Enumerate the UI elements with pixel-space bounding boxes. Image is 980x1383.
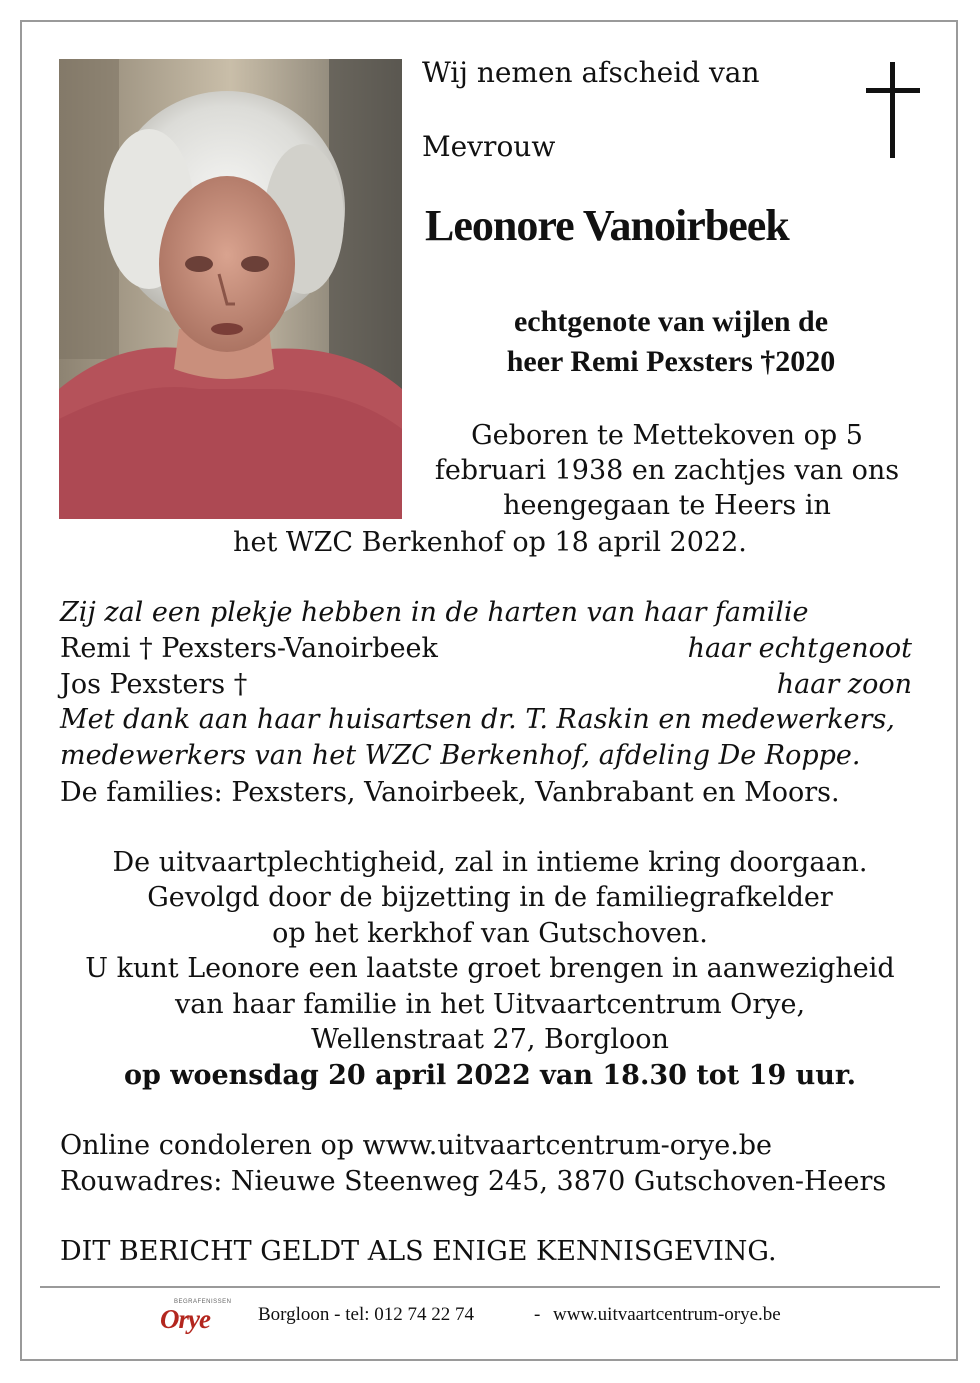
- online-condolence: Online condoleren op www.uitvaartcentrum-orye.be: [60, 1130, 773, 1161]
- spouse-line-1: echtgenote van wijlen de: [513, 305, 829, 338]
- ceremony-line-2: Gevolgd door de bijzetting in de familiegrafkelder: [147, 882, 833, 913]
- footer-phone: Borgloon - tel: 012 74 22 74: [258, 1304, 475, 1325]
- mourning-address: Rouwadres: Nieuwe Steenweg 245, 3870 Gutschoven-Heers: [60, 1166, 887, 1197]
- notice-line: DIT BERICHT GELDT ALS ENIGE KENNISGEVING.: [60, 1236, 777, 1267]
- ceremony-line-6: Wellenstraat 27, Borgloon: [311, 1024, 669, 1055]
- footer-separator: -: [534, 1304, 541, 1325]
- ceremony-line-4: U kunt Leonore een laatste groet brengen in aanwezigheid: [85, 953, 895, 984]
- footer-divider: [40, 1286, 940, 1288]
- member-name: Remi † Pexsters-Vanoirbeek: [60, 633, 438, 664]
- birth-line-2: februari 1938 en zachtjes van ons: [434, 455, 900, 486]
- orye-logo: BEGRAFENISSEN Orye: [160, 1299, 232, 1334]
- thanks-line-2: medewerkers van het WZC Berkenhof, afdeling De Roppe.: [60, 740, 861, 771]
- title-text: Mevrouw: [422, 130, 556, 163]
- families-line: De families: Pexsters, Vanoirbeek, Vanbrabant en Moors.: [60, 777, 840, 808]
- member-relation: haar echtgenoot: [687, 633, 912, 664]
- family-member: [60, 669, 912, 703]
- spouse-line-2: heer Remi Pexsters †2020: [506, 345, 836, 378]
- birth-line-1: Geboren te Mettekoven op 5: [471, 420, 863, 451]
- thanks-line-1: Met dank aan haar huisartsen dr. T. Raskin en medewerkers,: [60, 704, 895, 735]
- family-intro: Zij zal een plekje hebben in de harten van haar familie: [60, 597, 809, 628]
- ceremony-line-7: op woensdag 20 april 2022 van 18.30 tot 19 uur.: [123, 1060, 857, 1091]
- ceremony-line-5: van haar familie in het Uitvaartcentrum Orye,: [174, 989, 806, 1020]
- member-name: Jos Pexsters †: [60, 669, 248, 700]
- birth-line-4: het WZC Berkenhof op 18 april 2022.: [233, 527, 747, 558]
- portrait-photo: [59, 59, 402, 519]
- family-member: [60, 633, 912, 667]
- ceremony-line-1: De uitvaartplechtigheid, zal in intieme kring doorgaan.: [112, 847, 868, 878]
- deceased-name: Leonore Vanoirbeek: [425, 201, 789, 250]
- birth-line-3: heengegaan te Heers in: [503, 490, 831, 521]
- member-relation: haar zoon: [776, 669, 912, 700]
- ceremony-line-3: op het kerkhof van Gutschoven.: [272, 918, 708, 949]
- cross-icon: [866, 62, 920, 158]
- footer-website[interactable]: www.uitvaartcentrum-orye.be: [553, 1304, 781, 1325]
- intro-text: Wij nemen afscheid van: [422, 56, 760, 89]
